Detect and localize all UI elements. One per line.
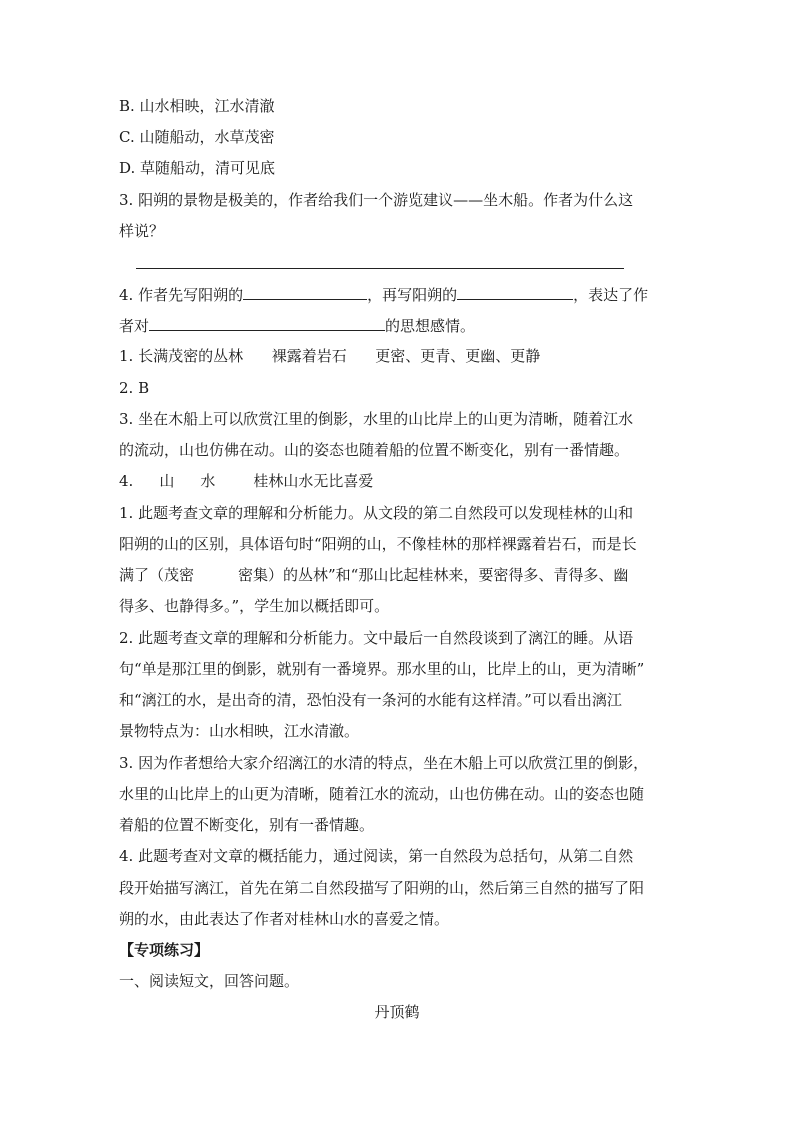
explanation-3-line-3: 着船的位置不断变化，别有一番情趣。 [119,816,375,834]
question-4-line-2 [119,315,679,336]
answer-4-number: 4. [119,472,134,490]
option-c: C. 山随船动，水草茂密 [119,128,275,146]
question-4-text-4: 者对 [119,317,150,335]
option-d: D. 草随船动，清可见底 [119,159,276,177]
question-4-text-1: 4. 作者先写阳朔的 [119,286,244,304]
story-title: 丹顶鹤 [374,1003,420,1021]
explanation-1-line-1: 1. 此题考查文章的理解和分析能力。从文段的第二自然段可以发现桂林的山和 [119,504,634,522]
explanation-4-line-3: 朔的水，由此表达了作者对桂林山水的喜爱之情。 [119,910,450,928]
fill-blank-2 [457,284,573,300]
question-4-line-1 [119,284,679,305]
answer-4 [119,471,679,491]
section-title: 【专项练习】 [119,941,210,959]
explanation-1-text-b: 密集）的丛林”和“那山比起桂林来，要密得多、青得多、幽 [238,566,629,584]
question-4-text-3: ，表达了作 [573,286,649,304]
answer-1: 1. 长满茂密的丛林 裸露着岩石 更密、更青、更幽、更静 [119,347,541,365]
explanation-2-line-2: 句“单是那江里的倒影，就别有一番境界。那水里的山，比岸上的山，更为清晰” [119,660,645,678]
fill-blank-1 [243,284,367,300]
answer-4-feeling: 桂林山水无比喜爱 [253,472,374,490]
explanation-1-line-3 [119,565,679,585]
explanation-1-line-2: 阳朔的山的区别，具体语句时“阳朔的山，不像桂林的那样裸露着岩石，而是长 [119,535,637,553]
question-3-line-2: 样说？ [119,222,165,240]
explanation-4-line-1: 4. 此题考查对文章的概括能力，通过阅读，第一自然段为总括句，从第二自然 [119,847,634,865]
answer-4-word-mountain: 山 [159,472,175,490]
explanation-1-line-4: 得多、也静得多。”，学生加以概括即可。 [119,597,390,615]
explanation-3-line-1: 3. 因为作者想给大家介绍漓江的水清的特点，坐在木船上可以欣赏江里的倒影， [119,754,649,772]
explanation-2-line-1: 2. 此题考查文章的理解和分析能力。文中最后一自然段谈到了漓江的睡。从语 [119,629,634,647]
explanation-3-line-2: 水里的山比岸上的山更为清晰，随着江水的流动，山也仿佛在动。山的姿态也随 [119,785,645,803]
answer-line [136,268,624,269]
question-4-text-2: ，再写阳朔的 [367,286,458,304]
answer-2: 2. B [119,379,150,397]
explanation-1-text-a: 满了（茂密 [119,566,195,584]
answer-3-line-2: 的流动，山也仿佛在动。山的姿态也随着船的位置不断变化，别有一番情趣。 [119,441,630,459]
question-3-line-1: 3. 阳朔的景物是极美的，作者给我们一个游览建议——坐木船。作者为什么这 [119,191,634,209]
fill-blank-3 [149,315,385,331]
instruction: 一、阅读短文，回答问题。 [119,972,300,990]
question-4-text-5: 的思想感情。 [385,317,476,335]
option-b: B. 山水相映，江水清澈 [119,97,275,115]
explanation-4-line-2: 段开始描写漓江，首先在第二自然段描写了阳朔的山，然后第三自然的描写了阳 [119,879,645,897]
answer-4-word-water: 水 [200,472,216,490]
answer-3-line-1: 3. 坐在木船上可以欣赏江里的倒影，水里的山比岸上的山更为清晰，随着江水 [119,410,634,428]
explanation-2-line-4: 景物特点为：山水相映，江水清澈。 [119,722,360,740]
explanation-2-line-3: 和“漓江的水，是出奇的清，恐怕没有一条河的水能有这样清。”可以看出漓江 [119,691,622,709]
